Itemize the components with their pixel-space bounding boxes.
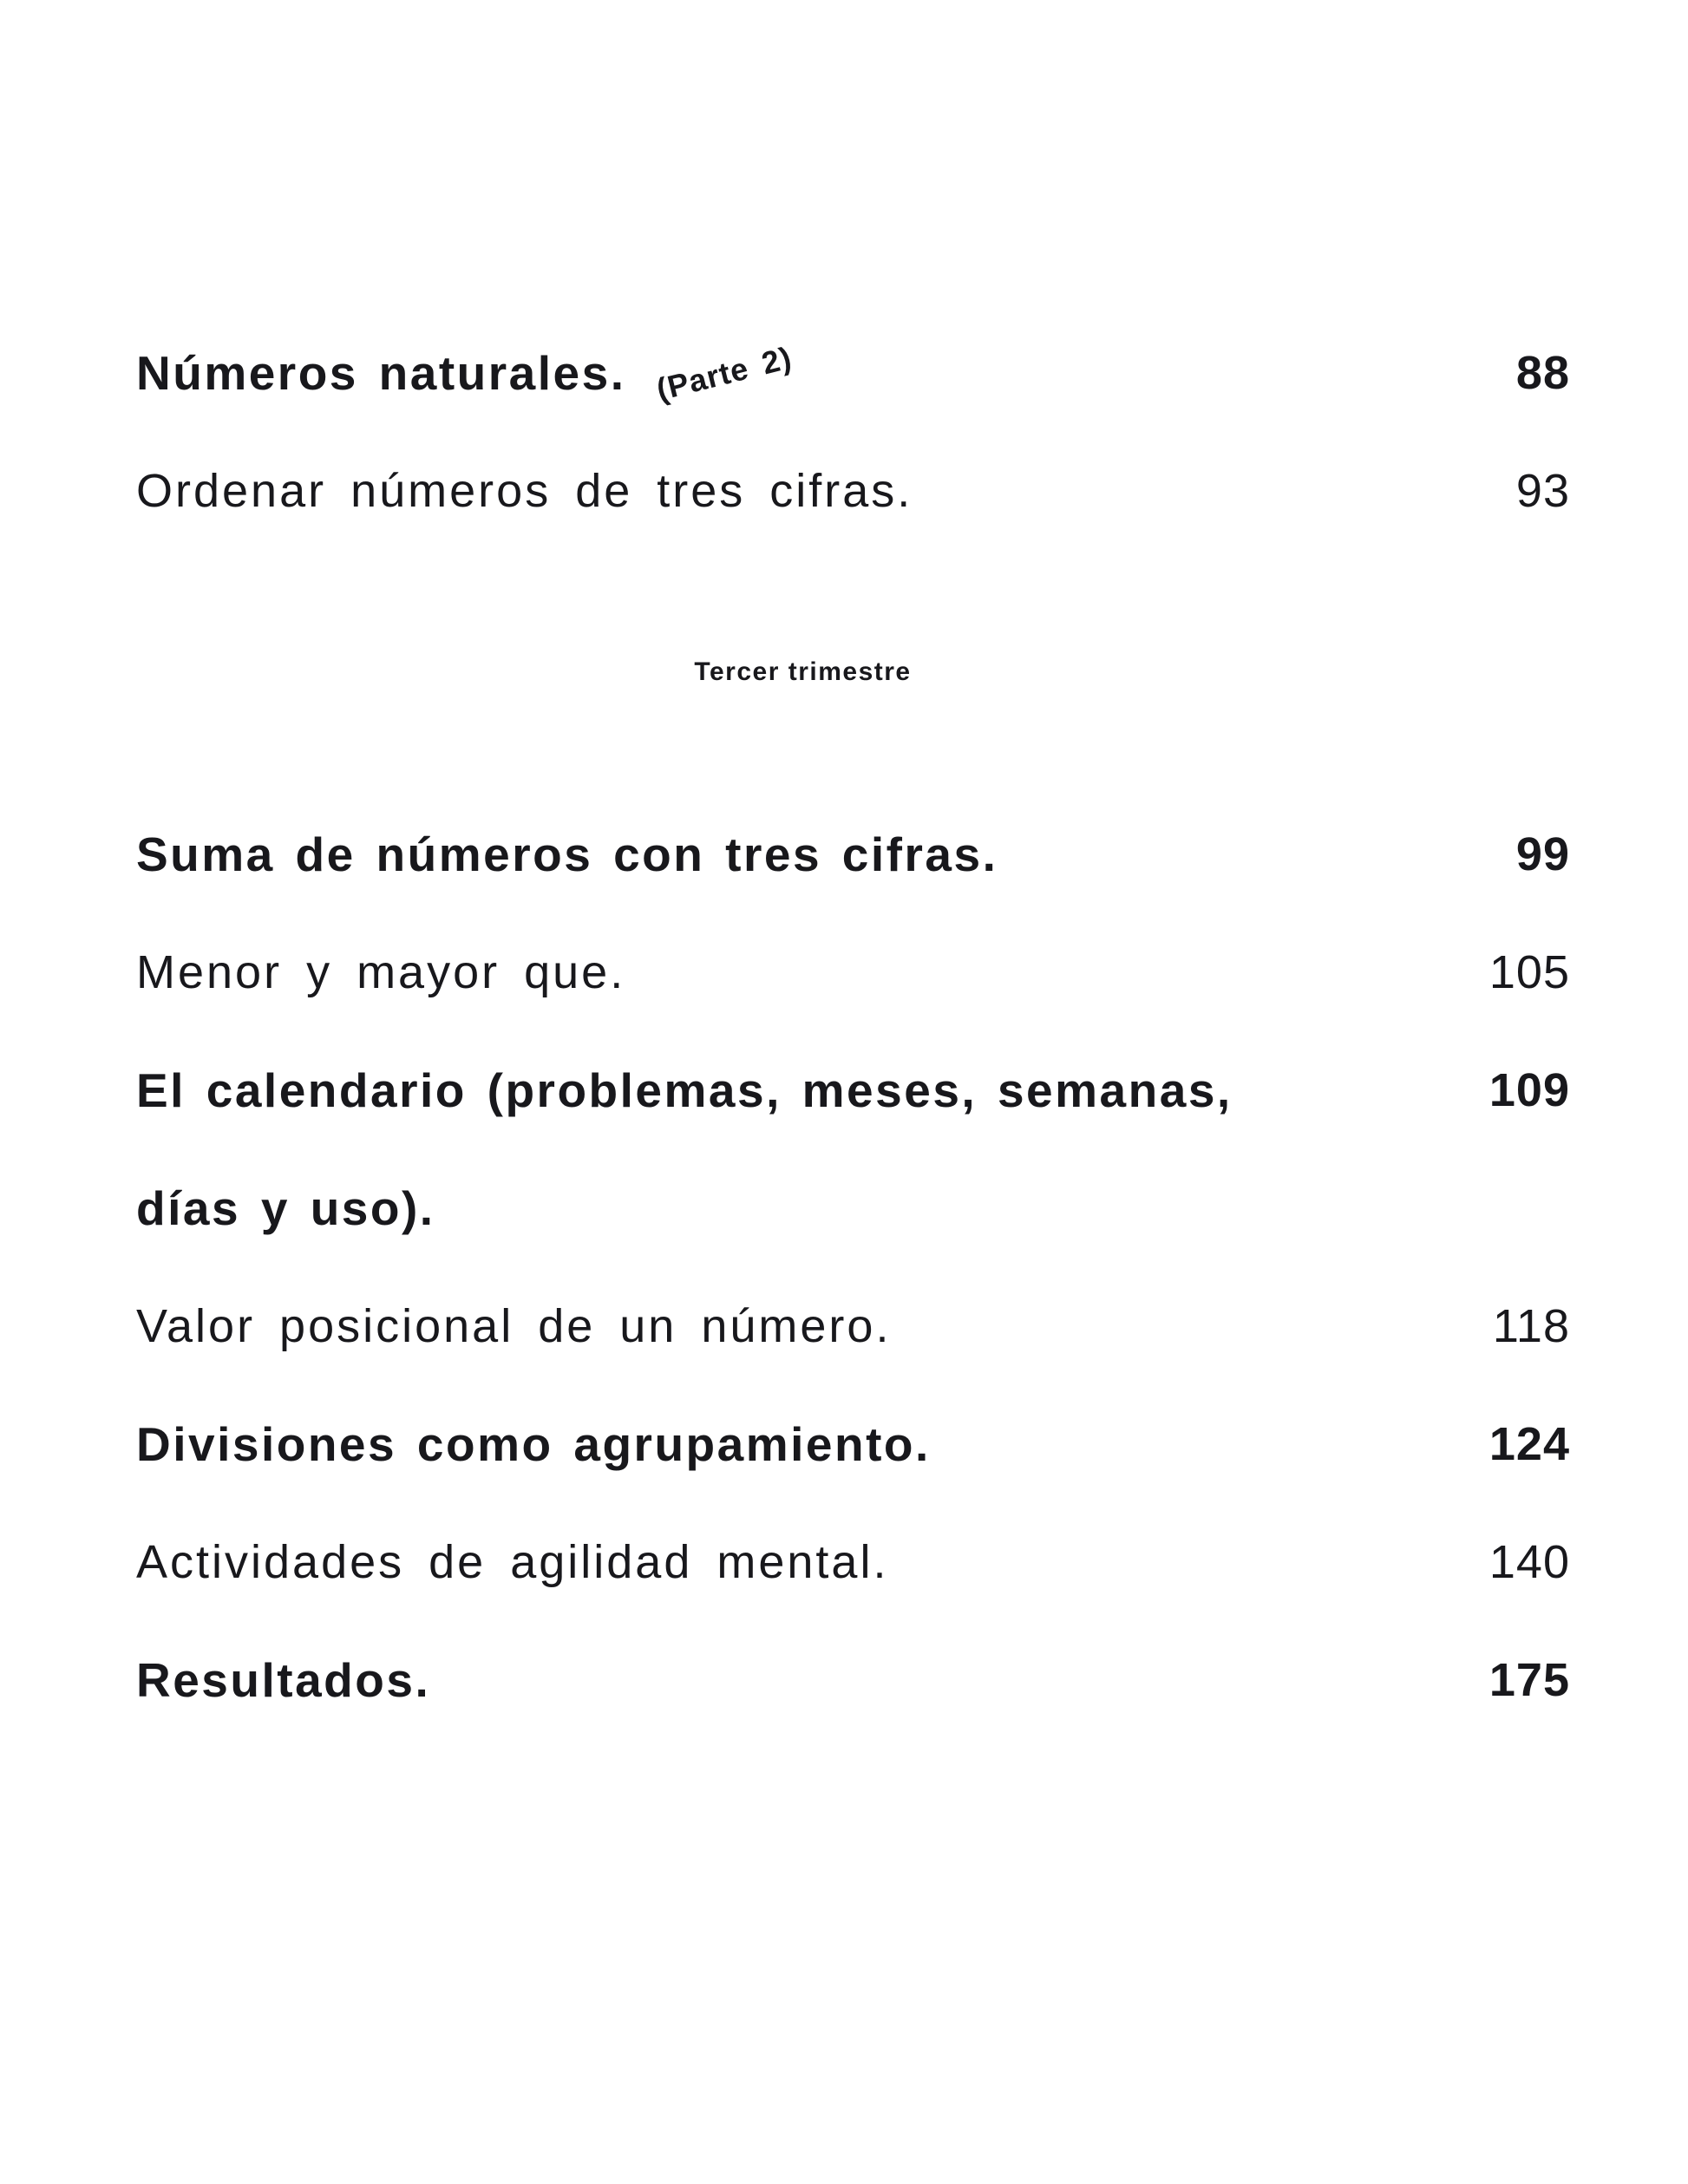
toc-entry [136,314,1570,432]
section-heading: Tercer trimestre [694,657,912,686]
toc-entry-page: 99 [1515,828,1570,880]
toc-entry-page: 140 [1488,1536,1570,1588]
toc-entry-annotation: (Parte 2) [652,339,796,408]
toc-entry-page: 109 [1488,1064,1570,1116]
toc-entry-title: Ordenar números de tres cifras. [136,465,913,517]
toc-entry-page: 88 [1515,347,1570,399]
toc-entry [136,913,1570,1031]
toc-entry [136,432,1570,550]
toc-entry [136,1621,1570,1739]
toc-entry-page: 93 [1515,465,1570,517]
toc-entry-title [136,314,796,432]
toc-entry-title [136,1031,1233,1267]
toc-entry-title: Resultados. [136,1653,431,1707]
toc-entry-title: Actividades de agilidad mental. [136,1536,889,1588]
toc-entry [136,1267,1570,1385]
toc-entry-page: 175 [1488,1654,1570,1706]
toc-entry [136,1503,1570,1621]
toc-entry-title: Menor y mayor que. [136,946,626,998]
toc-entry-title-text: Números naturales. [136,346,626,400]
toc-entry-page: 105 [1488,946,1570,998]
toc-entry-page: 118 [1492,1300,1570,1352]
toc-entry-title: Valor posicional de un número. [136,1300,892,1352]
toc-entry-title: Suma de números con tres cifras. [136,827,998,881]
toc-entry-title-line2: días y uso). [136,1181,435,1235]
toc-entry-title-line1: El calendario (problemas, meses, semanas, [136,1063,1233,1117]
table-of-contents [136,314,1570,1739]
toc-entry [136,1385,1570,1503]
toc-entry [136,1031,1570,1267]
toc-entry-page: 124 [1488,1418,1570,1470]
toc-entry-title: Divisiones como agrupamiento. [136,1417,931,1471]
toc-entry [136,795,1570,913]
